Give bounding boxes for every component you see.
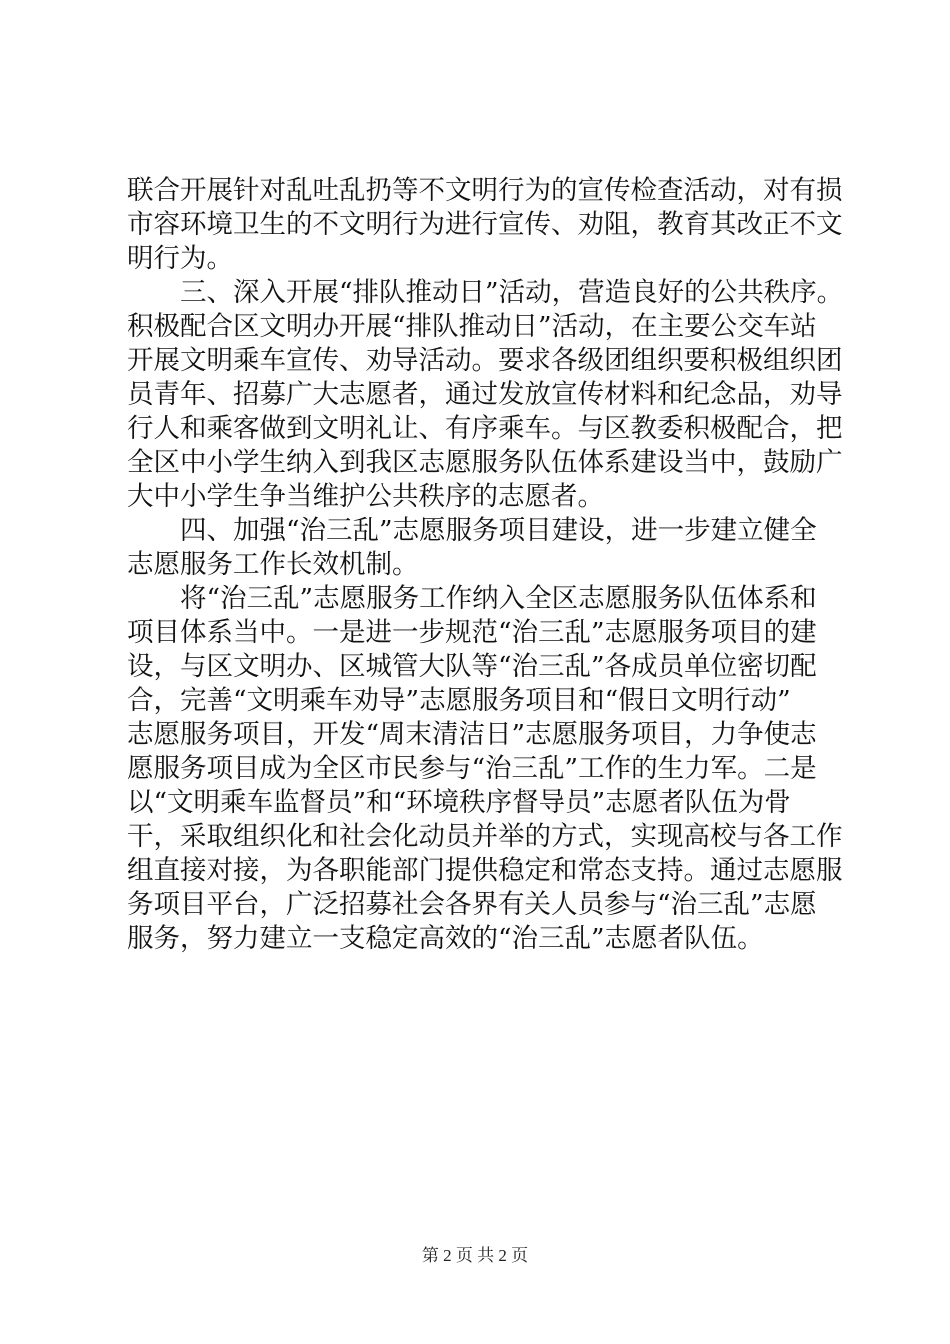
text-line-6: 开展文明乘车宣传、劝导活动。要求各级团组织要积极组织团 [127, 345, 843, 376]
text-line-4: 三、深入开展“排队推动日”活动，营造良好的公共秩序。 [127, 277, 844, 308]
text-line-21: 组直接对接，为各职能部门提供稳定和常态支持。通过志愿服 [127, 855, 843, 886]
text-line-7: 员青年、招募广大志愿者，通过发放宣传材料和纪念品，劝导 [127, 379, 843, 410]
text-line-10: 大中小学生争当维护公共秩序的志愿者。 [127, 481, 604, 512]
text-line-5: 积极配合区文明办开展“排队推动日”活动，在主要公交车站 [127, 311, 817, 342]
text-line-13: 将“治三乱”志愿服务工作纳入全区志愿服务队伍体系和 [127, 583, 817, 614]
text-line-9: 全区中小学生纳入到我区志愿服务队伍体系建设当中，鼓励广 [127, 447, 843, 478]
text-line-20: 干，采取组织化和社会化动员并举的方式，实现高校与各工作 [127, 821, 843, 852]
text-line-19: 以“文明乘车监督员”和“环境秩序督导员”志愿者队伍为骨 [127, 787, 791, 818]
text-line-2: 市容环境卫生的不文明行为进行宣传、劝阻，教育其改正不文 [127, 209, 843, 240]
text-line-18: 愿服务项目成为全区市民参与“治三乱”工作的生力军。二是 [127, 753, 817, 784]
text-line-3: 明行为。 [127, 243, 233, 274]
text-line-22: 务项目平台，广泛招募社会各界有关人员参与“治三乱”志愿 [127, 889, 817, 920]
page-number-footer: 第 2 页 共 2 页 [421, 1246, 529, 1265]
text-line-17: 志愿服务项目，开发“周末清洁日”志愿服务项目，力争使志 [127, 719, 817, 750]
text-line-11: 四、加强“治三乱”志愿服务项目建设，进一步建立健全 [127, 515, 817, 546]
text-line-15: 设，与区文明办、区城管大队等“治三乱”各成员单位密切配 [127, 651, 817, 682]
text-line-16: 合，完善“文明乘车劝导”志愿服务项目和“假日文明行动” [127, 685, 791, 716]
text-line-12: 志愿服务工作长效机制。 [127, 549, 419, 580]
text-line-8: 行人和乘客做到文明礼让、有序乘车。与区教委积极配合，把 [127, 413, 843, 444]
text-line-1: 联合开展针对乱吐乱扔等不文明行为的宣传检查活动，对有损 [127, 175, 843, 206]
text-line-14: 项目体系当中。一是进一步规范“治三乱”志愿服务项目的建 [127, 617, 817, 648]
text-line-23: 服务，努力建立一支稳定高效的“治三乱”志愿者队伍。 [127, 923, 764, 954]
